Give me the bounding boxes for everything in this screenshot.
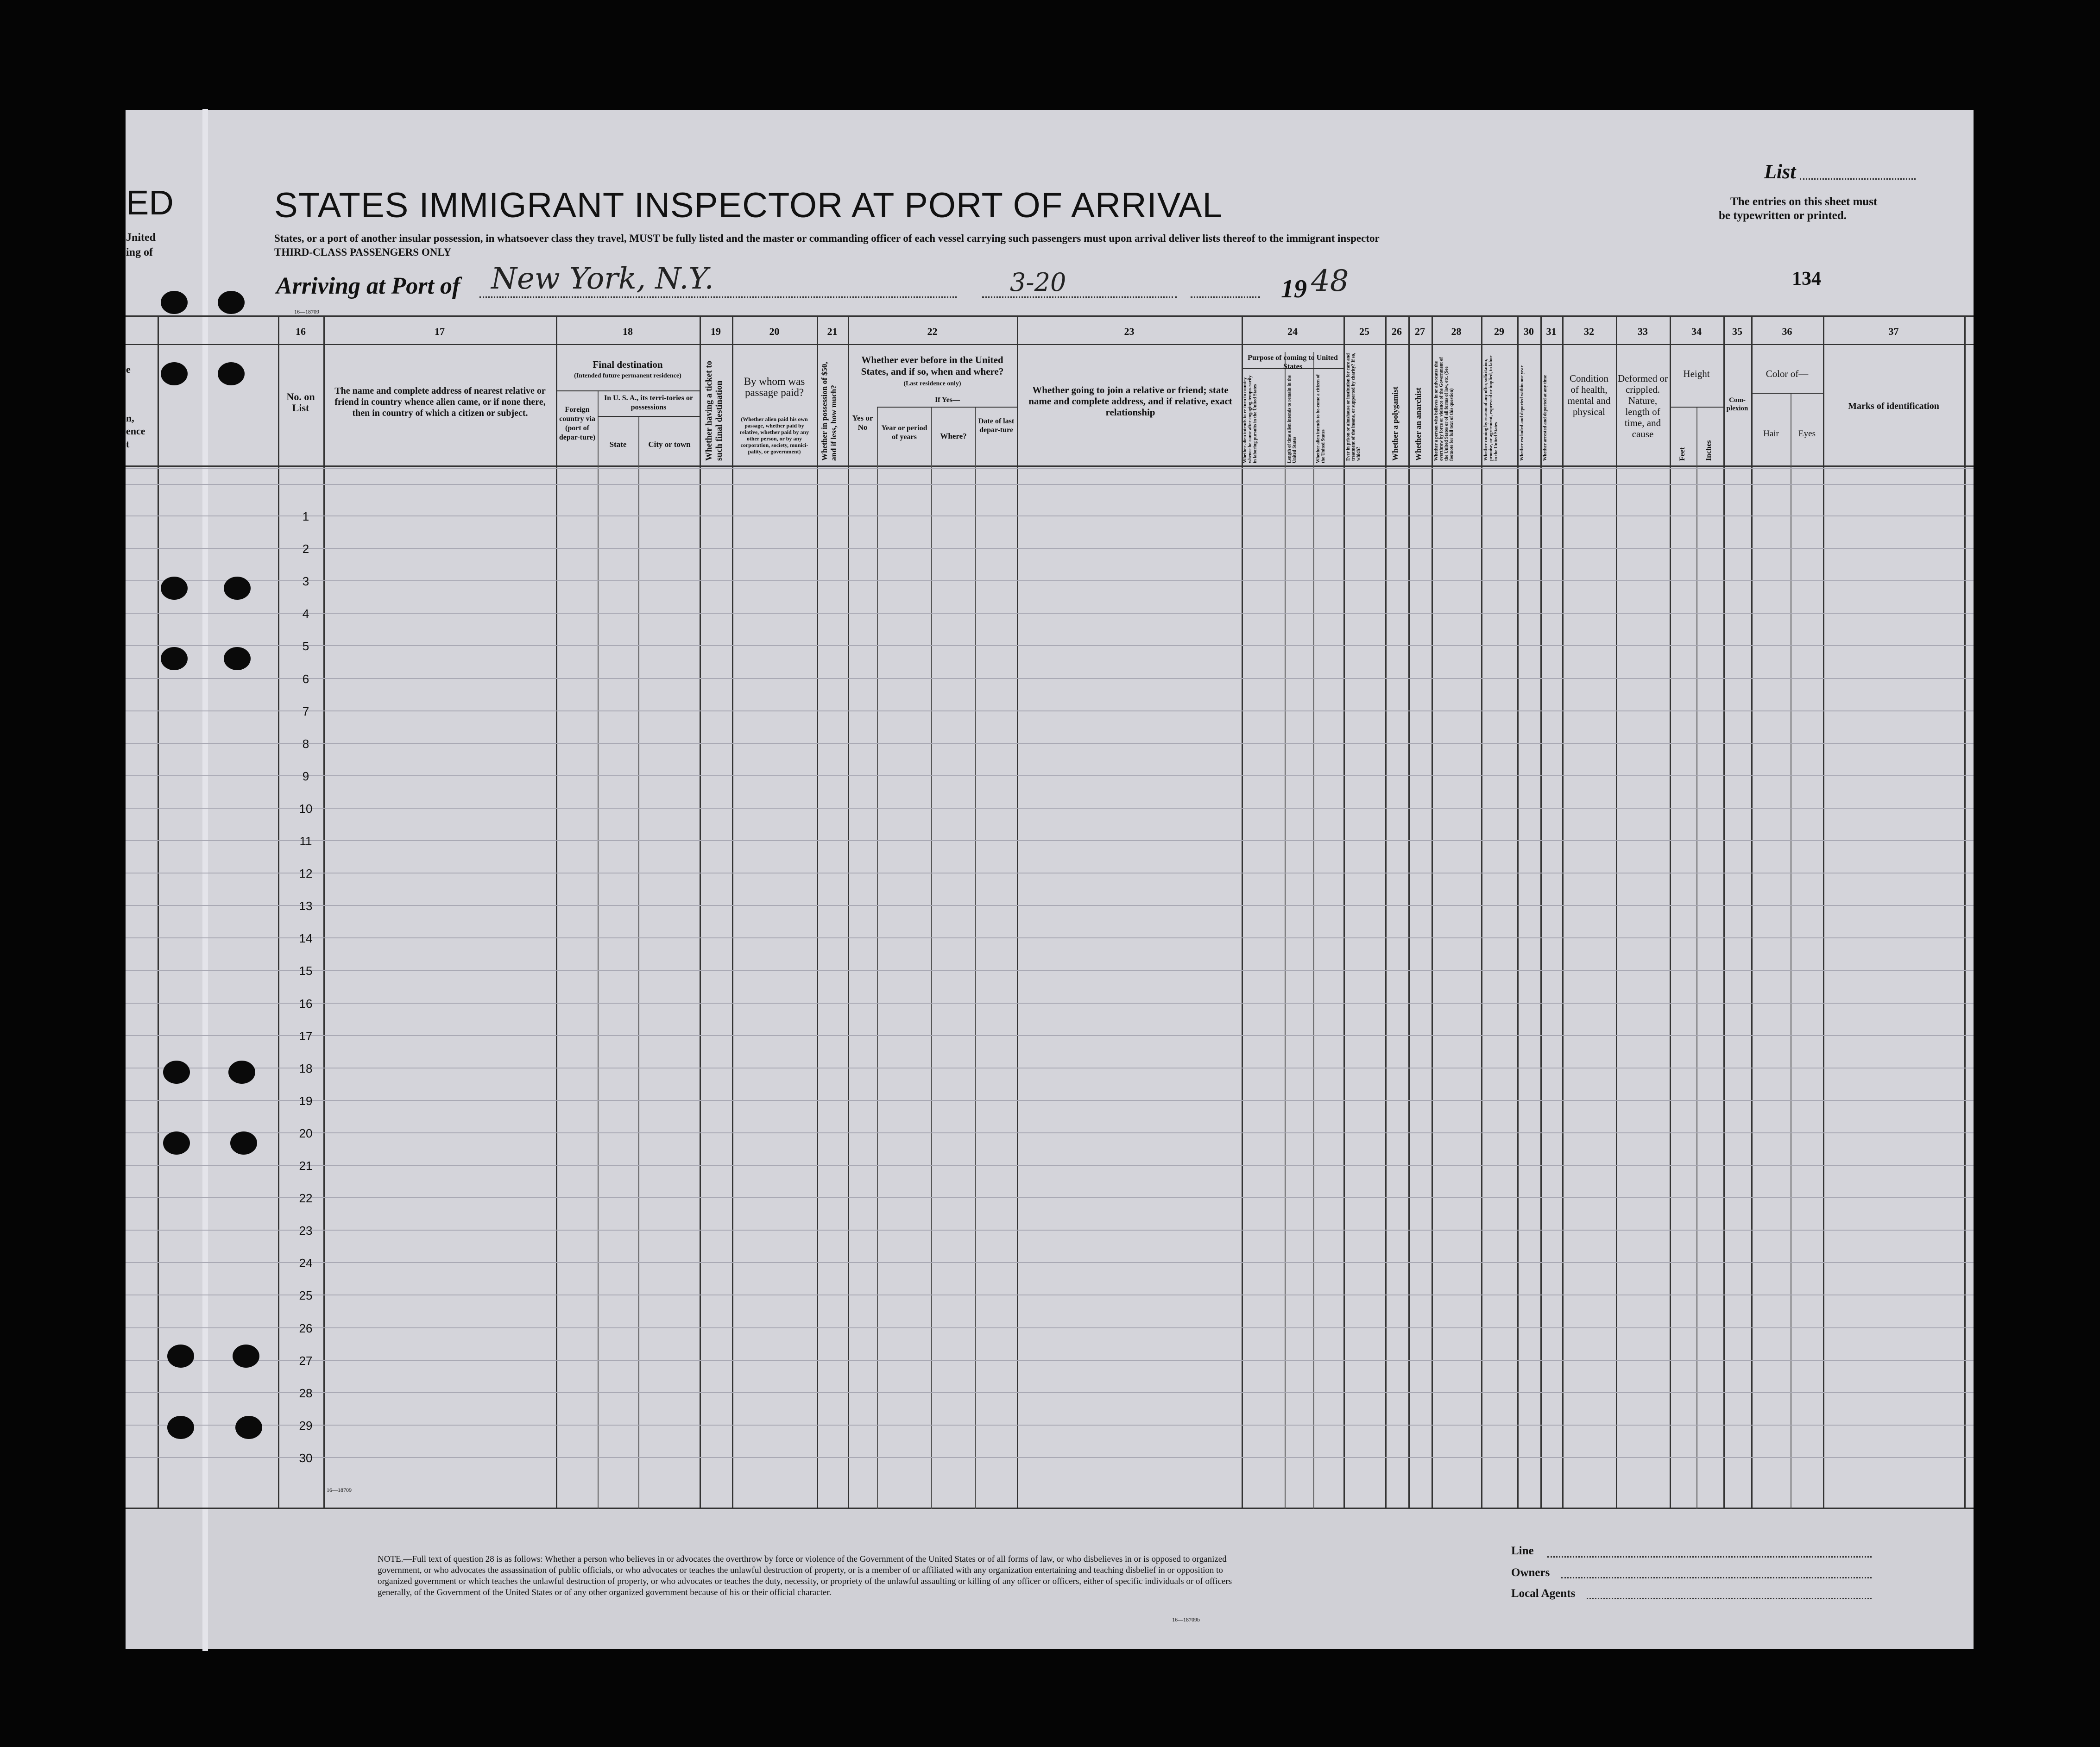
left-fragment-line-1: Jnited [126,232,156,244]
row-number: 1 [302,509,309,523]
header-overthrow: Whether a person who believes in or advocates the overthrow by force or violence of the Government of the United States or of all forms of law, etc. (See footnote for full text of this question) [1434,357,1454,461]
header-yes-or-no: Yes or No [852,414,873,432]
partial-header-3: ence [126,425,145,437]
table-row [126,937,1974,938]
header-hair: Hair [1763,429,1779,439]
col-number: 28 [1451,326,1462,337]
col-divider [1696,408,1697,1509]
table-row [126,905,1974,906]
header-become-citizen: Whether alien intends to be-come a citizen of the United States [1316,374,1326,463]
left-fragment-title: ED [126,183,174,222]
col-divider [700,315,701,1509]
row-number: 19 [299,1094,313,1108]
table-top-border [126,315,1974,317]
page-title: STATES IMMIGRANT INSPECTOR AT PORT OF ARRIVAL [274,186,1223,225]
col-divider [1823,315,1824,1509]
col-number: 16 [296,326,306,337]
table-row [126,873,1974,874]
row-number: 22 [299,1191,313,1205]
table-row [126,1132,1974,1133]
table-row [126,468,1974,469]
col-divider [1343,315,1345,1509]
header-foreign-country: Foreign country via (port of depar-ture) [559,406,596,441]
table-row [126,710,1974,711]
subheader-rule [556,390,700,391]
row-number: 28 [299,1386,313,1400]
partial-header-4: t [126,438,130,450]
col-divider [1670,315,1671,1509]
col-number: 23 [1124,326,1135,337]
col-number: 25 [1359,326,1369,337]
punch-hole [161,577,188,600]
header-ever-before-us: Whether ever before in the United States, and if so, when and where? [861,354,1004,377]
row-number: 23 [299,1224,313,1238]
table-row [126,970,1974,971]
header-city-town: City or town [648,440,691,449]
punch-hole [161,291,188,314]
col-number: 35 [1732,326,1742,337]
header-final-destination: Final destination [593,359,663,370]
col-divider [1313,352,1314,1509]
row-number: 12 [299,867,313,880]
line-label: Line [1511,1545,1534,1557]
punch-hole [230,1131,257,1155]
header-no-on-list: No. on List [286,391,315,414]
row-number: 21 [299,1159,313,1173]
header-length-stay: Length of time alien intends to remain in the United States [1287,375,1297,463]
header-final-destination-sub: (Intended future permanent residence) [574,372,681,379]
form-code-top: 16—18709 [294,308,319,315]
table-row [126,840,1974,841]
punch-hole [161,647,188,670]
header-complexion: Com-plexion [1726,396,1748,412]
form-code-mid: 16—18709 [327,1487,352,1493]
row-number: 25 [299,1288,313,1302]
punch-hole [218,291,245,314]
header-intends-return: Whether alien intends to re-turn to country whence he came after engaging tempo-rarily in laboring pursuits in the United States [1242,375,1258,463]
col-divider [1017,315,1018,1509]
table-row [126,1165,1974,1166]
header-inches: Inches [1705,440,1713,461]
table-row [126,580,1974,581]
row-number: 30 [299,1451,313,1465]
row-number: 24 [299,1256,313,1270]
col-number: 31 [1546,326,1557,337]
header-last-residence: (Last residence only) [903,380,961,387]
header-passage-paid-sub: (Whether alien paid his own passage, whether paid by relative, whether paid by any other person, or by any corporation, society, munici-pality, or government) [739,416,809,455]
col-divider [817,315,818,1509]
row-number: 5 [302,639,309,653]
row-number: 27 [299,1354,313,1368]
table-row [126,613,1974,614]
col-divider [1540,315,1542,1509]
row-number: 11 [299,834,312,848]
list-line [1800,178,1916,180]
subheader-rule [598,416,700,417]
col-number: 30 [1524,326,1534,337]
list-label: List [1764,160,1796,183]
col-divider [598,391,599,1509]
header-purpose: Purpose of coming to United States [1248,354,1338,371]
col-number: 37 [1888,326,1899,337]
table-row [126,548,1974,549]
arriving-label: Arriving at Port of [276,273,460,299]
header-eyes: Eyes [1798,429,1816,439]
header-join-relative: Whether going to join a relative or friend; state name and complete address, and if relative, exact relationship [1028,384,1232,418]
header-state: State [609,440,627,449]
year-handwritten: 48 [1311,264,1349,298]
punch-hole [224,577,251,600]
table-row [126,1230,1974,1231]
col-number: 18 [623,326,633,337]
header-arrested: Whether arrested and deported at any time [1543,375,1548,461]
row-number: 15 [299,964,313,978]
header-feet: Feet [1678,447,1686,461]
col-divider [848,315,849,1509]
subheader-rule [1751,393,1823,394]
row-number: 8 [302,737,309,751]
row-number: 4 [302,607,309,621]
punch-hole [161,362,188,385]
col-divider [1242,315,1243,1509]
table-row [126,1425,1974,1426]
col-number: 24 [1287,326,1298,337]
col-divider [1562,315,1564,1509]
col-number: 21 [827,326,838,337]
header-prison: Ever in prison or almshouse or institution for care and treatment of the insane, or supported by charity? If so, which? [1346,352,1361,461]
row-number: 26 [299,1321,313,1335]
col-number: 22 [927,326,938,337]
left-fragment-line-2: ing of [126,246,153,258]
punch-hole [224,647,251,670]
col-divider [1481,315,1482,1509]
header-year-period: Year or period of years [881,424,927,441]
agents-field [1587,1598,1872,1599]
table-row [126,743,1974,744]
owners-label: Owners [1511,1566,1550,1579]
col-divider [1408,315,1410,1509]
col-divider [1432,315,1433,1509]
header-anarchist: Whether an anarchist [1414,387,1423,461]
table-row [126,775,1974,776]
date-handwritten: 3-20 [1010,268,1066,297]
entries-note-1: The entries on this sheet must [1730,195,1878,208]
header-health: Condition of health, mental and physical [1567,373,1611,417]
header-where: Where? [940,432,967,440]
col-divider [975,408,976,1509]
col-number: 32 [1584,326,1594,337]
subheader-rule [1670,407,1723,408]
row-number: 7 [302,704,309,718]
row-number: 13 [299,899,313,913]
row-number: 17 [299,1029,313,1043]
instructions-text: States, or a port of another insular possession, in whatsoever class they travel, MUST be fully listed and the master or commanding officer of each vessel carrying such passengers must upon arrival deliver lists thereof to the immigrant inspector [274,233,1380,244]
punch-hole [228,1061,255,1084]
table-row [126,1100,1974,1101]
punch-hole [218,362,245,385]
header-height: Height [1683,368,1710,379]
header-ticket: Whether having a ticket to such final destination [704,360,724,461]
col-divider [877,408,878,1509]
col-divider [158,315,159,1509]
form-code-bottom: 16—18709b [1172,1616,1200,1623]
table-row [126,678,1974,679]
subheader-rule [877,407,1017,408]
date-line [982,296,1177,298]
header-marks-identification: Marks of identification [1848,401,1939,411]
table-row [126,1392,1974,1393]
col-divider [1285,352,1286,1509]
col-divider [1517,315,1519,1509]
table-row [126,1327,1974,1328]
agents-label: Local Agents [1511,1587,1576,1600]
col-number: 19 [711,326,721,337]
row-number: 9 [302,769,309,783]
col-divider [1723,315,1725,1509]
table-row [126,1197,1974,1198]
col-divider [278,315,279,1509]
header-excluded: Whether excluded and deported within one year [1520,365,1525,461]
table-row [126,1360,1974,1361]
sheet-fold-edge [202,109,208,1651]
table-row [126,1262,1974,1263]
row-number: 6 [302,672,309,686]
col-number: 27 [1415,326,1425,337]
col-divider [1616,315,1617,1509]
class-line: THIRD-CLASS PASSENGERS ONLY [274,246,452,258]
header-labor-offer: Whether coming by reason of any offer, solicitation, promise, or agreement, expressed or implied, to labor in the United States [1483,355,1499,461]
table-row [126,515,1974,516]
header-deformed: Deformed or crippled. Nature, length of time, and cause [1618,373,1668,440]
table-row [126,808,1974,809]
row-number: 18 [299,1062,313,1075]
table-row [126,645,1974,646]
partial-header-1: e [126,364,131,375]
row-number: 14 [299,931,313,945]
col-divider [556,315,557,1509]
col-number: 26 [1392,326,1402,337]
header-color-of: Color of— [1766,368,1809,379]
col-number: 17 [435,326,445,337]
owners-field [1561,1577,1872,1578]
col-divider [1751,315,1753,1509]
sheet-number: 134 [1792,268,1821,289]
row-number: 20 [299,1126,313,1140]
port-line [479,296,957,298]
column-number-rule [126,344,1974,345]
col-divider [1964,315,1966,1509]
row-number: 16 [299,997,313,1011]
col-divider [1385,315,1387,1509]
year-prefix: 19 [1281,275,1307,303]
row-number: 10 [299,802,313,816]
col-divider [732,315,733,1509]
punch-hole [163,1131,190,1155]
footnote-question-28: NOTE.—Full text of question 28 is as follows: Whether a person who believes in or advocates the overthrow by force or violence of the Government of the United States or of all forms of law, or who disbelieves in or is opposed to organized government, or who advocates the assassination of public officials, or who advocates or teaches the unlawful destruction of property, or is a member of or affiliated with any organization entertaining and teaching disbelief in or opposition to organized government or which teaches the unlawful destruction of property, or who advocates or teaches the duty, necessity, or propriety of the unlawful assaulting or killing of any officer or officers, either of specific individuals or of officers generally, of the Government of the United States or of any other organized government because of his or their official character. [378,1554,1232,1597]
header-date-departure: Date of last depar-ture [978,417,1015,434]
col-number: 20 [769,326,780,337]
col-number: 29 [1494,326,1504,337]
header-polygamist: Whether a polygamist [1391,386,1400,461]
line-field [1547,1556,1872,1558]
partial-header-2: n, [126,412,134,424]
port-handwritten: New York, N.Y. [491,262,714,296]
punch-hole [167,1416,194,1439]
header-if-yes: If Yes— [934,396,960,404]
punch-hole [235,1416,262,1439]
row-number: 2 [302,542,309,556]
col-number: 36 [1782,326,1792,337]
col-number: 34 [1691,326,1702,337]
punch-hole [167,1345,194,1368]
punch-hole [233,1345,259,1368]
table-row [126,1457,1974,1458]
table-row [126,1003,1974,1004]
col-number: 33 [1638,326,1648,337]
header-passage-paid: By whom was passage paid? [744,376,805,398]
entries-note-2: be typewritten or printed. [1719,209,1847,222]
header-fifty-dollars: Whether in possession of $50, and if less, how much? [820,362,838,461]
header-in-usa: In U. S. A., its terri-tories or possessions [604,394,693,411]
col-divider [931,408,932,1509]
header-nearest-relative: The name and complete address of nearest relative or friend in country whence alien came, or if none there, then in country of which a citizen or subject. [334,386,546,418]
row-number: 29 [299,1419,313,1433]
table-row [126,1035,1974,1036]
table-row [126,484,1974,485]
row-number: 3 [302,574,309,588]
date-line-2 [1191,296,1260,298]
punch-hole [163,1061,190,1084]
